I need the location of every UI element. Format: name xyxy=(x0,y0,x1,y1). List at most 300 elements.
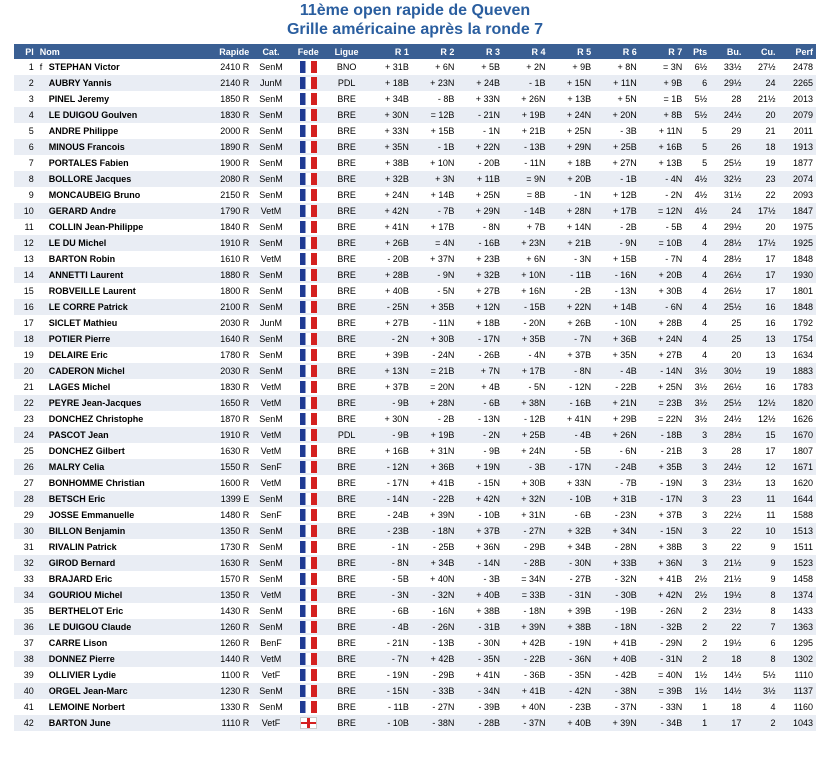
round-5-cell: + 29N xyxy=(549,139,595,155)
league-cell: BRE xyxy=(327,315,366,331)
cumulative-cell: 13 xyxy=(744,475,778,491)
cumulative-cell: 20 xyxy=(744,219,778,235)
round-2-cell: + 30B xyxy=(412,331,458,347)
round-1-cell: - 4B xyxy=(366,619,412,635)
player-name: ANNETTI Laurent xyxy=(48,270,124,280)
round-6-cell: - 37N xyxy=(594,699,640,715)
round-2-cell: - 5N xyxy=(412,283,458,299)
round-3-cell: + 37B xyxy=(457,523,503,539)
round-4-cell: = 33B xyxy=(503,587,549,603)
category-cell: SenM xyxy=(252,123,289,139)
player-name: PINEL Jeremy xyxy=(48,94,110,104)
round-1-cell: - 14N xyxy=(366,491,412,507)
round-5-cell: - 12N xyxy=(549,379,595,395)
federation-cell xyxy=(290,315,327,331)
table-row xyxy=(14,155,816,171)
league-cell: BRE xyxy=(327,251,366,267)
round-2-cell: + 17B xyxy=(412,219,458,235)
category-cell: VetM xyxy=(252,251,289,267)
round-1-cell: - 10B xyxy=(366,715,412,731)
round-1-cell: + 13N xyxy=(366,363,412,379)
league-cell: BRE xyxy=(327,667,366,683)
france-flag-icon xyxy=(300,445,317,457)
table-body xyxy=(14,59,816,731)
round-5-cell: + 9B xyxy=(549,59,595,75)
category-cell: SenM xyxy=(252,219,289,235)
rating-cell: 1650 R xyxy=(192,395,252,411)
league-cell: BRE xyxy=(327,235,366,251)
federation-cell xyxy=(290,235,327,251)
category-cell: SenM xyxy=(252,107,289,123)
league-cell: BRE xyxy=(327,699,366,715)
round-5-cell: + 32B xyxy=(549,523,595,539)
player-name-cell xyxy=(37,187,192,203)
round-2-cell: + 37N xyxy=(412,251,458,267)
rank-cell: 17 xyxy=(14,315,37,331)
player-name-cell xyxy=(37,75,192,91)
league-cell: BRE xyxy=(327,475,366,491)
round-4-cell: - 14B xyxy=(503,203,549,219)
table-row xyxy=(14,331,816,347)
round-2-cell: - 1B xyxy=(412,139,458,155)
league-cell: BRE xyxy=(327,619,366,635)
federation-cell xyxy=(290,539,327,555)
league-cell: BRE xyxy=(327,651,366,667)
category-cell: VetF xyxy=(252,715,289,731)
rank-cell: 13 xyxy=(14,251,37,267)
league-cell: BRE xyxy=(327,123,366,139)
cumulative-cell: 8 xyxy=(744,587,778,603)
round-7-cell: - 34B xyxy=(640,715,686,731)
round-2-cell: + 10N xyxy=(412,155,458,171)
rank-cell: 11 xyxy=(14,219,37,235)
round-6-cell: + 35N xyxy=(594,347,640,363)
rank-cell: 27 xyxy=(14,475,37,491)
round-4-cell: + 24N xyxy=(503,443,549,459)
league-cell: BRE xyxy=(327,411,366,427)
rating-cell: 1910 R xyxy=(192,427,252,443)
round-3-cell: - 17N xyxy=(457,331,503,347)
cumulative-cell: 17 xyxy=(744,443,778,459)
column-header-r-4: R 4 xyxy=(503,44,549,59)
points-cell: 6 xyxy=(685,75,710,91)
round-4-cell: - 18N xyxy=(503,603,549,619)
player-name-cell xyxy=(37,299,192,315)
league-cell: BRE xyxy=(327,299,366,315)
round-7-cell: - 17N xyxy=(640,491,686,507)
rank-cell: 4 xyxy=(14,107,37,123)
round-6-cell: - 32N xyxy=(594,571,640,587)
rating-cell: 1100 R xyxy=(192,667,252,683)
player-name-cell xyxy=(37,203,192,219)
round-6-cell: + 8N xyxy=(594,59,640,75)
federation-cell xyxy=(290,459,327,475)
league-cell: BRE xyxy=(327,379,366,395)
buchholz-cell: 24½ xyxy=(710,459,744,475)
round-7-cell: - 26N xyxy=(640,603,686,619)
player-name-cell xyxy=(37,347,192,363)
round-4-cell: + 21B xyxy=(503,123,549,139)
player-name-cell xyxy=(37,667,192,683)
round-2-cell: + 41B xyxy=(412,475,458,491)
round-1-cell: + 30N xyxy=(366,411,412,427)
category-cell: SenM xyxy=(252,523,289,539)
rank-cell: 15 xyxy=(14,283,37,299)
round-3-cell: - 15N xyxy=(457,475,503,491)
round-6-cell: + 15B xyxy=(594,251,640,267)
cumulative-cell: 5½ xyxy=(744,667,778,683)
round-6-cell: + 25B xyxy=(594,139,640,155)
round-1-cell: + 37B xyxy=(366,379,412,395)
round-6-cell: + 5N xyxy=(594,91,640,107)
buchholz-cell: 28 xyxy=(710,443,744,459)
buchholz-cell: 28 xyxy=(710,91,744,107)
round-3-cell: + 42N xyxy=(457,491,503,507)
round-1-cell: - 24B xyxy=(366,507,412,523)
points-cell: 3 xyxy=(685,459,710,475)
federation-cell xyxy=(290,123,327,139)
league-cell: BRE xyxy=(327,283,366,299)
france-flag-icon xyxy=(300,237,317,249)
cumulative-cell: 7 xyxy=(744,619,778,635)
category-cell: SenM xyxy=(252,683,289,699)
round-3-cell: + 18B xyxy=(457,315,503,331)
rank-cell: 30 xyxy=(14,523,37,539)
france-flag-icon xyxy=(300,285,317,297)
round-4-cell: + 41B xyxy=(503,683,549,699)
france-flag-icon xyxy=(300,493,317,505)
federation-cell xyxy=(290,171,327,187)
round-7-cell: + 24N xyxy=(640,331,686,347)
round-2-cell: + 23N xyxy=(412,75,458,91)
player-name-cell xyxy=(37,379,192,395)
buchholz-cell: 26 xyxy=(710,139,744,155)
player-name-cell xyxy=(37,475,192,491)
france-flag-icon xyxy=(300,317,317,329)
rank-cell: 31 xyxy=(14,539,37,555)
cumulative-cell: 20 xyxy=(744,107,778,123)
buchholz-cell: 14½ xyxy=(710,667,744,683)
rank-cell: 19 xyxy=(14,347,37,363)
round-6-cell: + 41B xyxy=(594,635,640,651)
player-name: GERARD Andre xyxy=(48,206,116,216)
round-6-cell: - 7B xyxy=(594,475,640,491)
player-name: LE DUIGOU Claude xyxy=(48,622,132,632)
round-7-cell: - 6N xyxy=(640,299,686,315)
points-cell: 5½ xyxy=(685,107,710,123)
player-name: CARRE Lison xyxy=(48,638,108,648)
federation-cell xyxy=(290,587,327,603)
category-cell: SenM xyxy=(252,283,289,299)
league-cell: BRE xyxy=(327,507,366,523)
round-3-cell: + 40B xyxy=(457,587,503,603)
rank-cell: 12 xyxy=(14,235,37,251)
player-name: BONHOMME Christian xyxy=(48,478,145,488)
round-6-cell: - 23N xyxy=(594,507,640,523)
cumulative-cell: 15 xyxy=(744,427,778,443)
round-5-cell: - 8N xyxy=(549,363,595,379)
round-1-cell: - 11B xyxy=(366,699,412,715)
round-5-cell: + 14N xyxy=(549,219,595,235)
league-cell: BRE xyxy=(327,555,366,571)
federation-cell xyxy=(290,651,327,667)
round-5-cell: + 28N xyxy=(549,203,595,219)
round-6-cell: + 40B xyxy=(594,651,640,667)
cumulative-cell: 13 xyxy=(744,347,778,363)
points-cell: 3½ xyxy=(685,411,710,427)
rating-cell: 1640 R xyxy=(192,331,252,347)
round-3-cell: + 32B xyxy=(457,267,503,283)
table-row xyxy=(14,347,816,363)
buchholz-cell: 29 xyxy=(710,123,744,139)
league-cell: BRE xyxy=(327,587,366,603)
table-row xyxy=(14,667,816,683)
federation-cell xyxy=(290,395,327,411)
league-cell: BRE xyxy=(327,635,366,651)
round-1-cell: - 21N xyxy=(366,635,412,651)
rating-cell: 1110 R xyxy=(192,715,252,731)
points-cell: 4 xyxy=(685,219,710,235)
points-cell: 2 xyxy=(685,619,710,635)
table-row xyxy=(14,267,816,283)
round-6-cell: + 31B xyxy=(594,491,640,507)
points-cell: 2½ xyxy=(685,571,710,587)
round-7-cell: + 28B xyxy=(640,315,686,331)
category-cell: VetM xyxy=(252,379,289,395)
points-cell: 1½ xyxy=(685,683,710,699)
column-header-perf: Perf xyxy=(779,44,816,59)
performance-cell: 1433 xyxy=(779,603,816,619)
france-flag-icon xyxy=(300,573,317,585)
round-4-cell: + 2N xyxy=(503,59,549,75)
buchholz-cell: 23 xyxy=(710,491,744,507)
league-cell: BRE xyxy=(327,571,366,587)
table-row xyxy=(14,251,816,267)
round-7-cell: - 33N xyxy=(640,699,686,715)
round-2-cell: = 21B xyxy=(412,363,458,379)
france-flag-icon xyxy=(300,173,317,185)
round-1-cell: - 5B xyxy=(366,571,412,587)
france-flag-icon xyxy=(300,637,317,649)
round-4-cell: + 35B xyxy=(503,331,549,347)
round-7-cell: + 25N xyxy=(640,379,686,395)
cumulative-cell: 8 xyxy=(744,603,778,619)
player-title: f xyxy=(39,62,43,72)
round-5-cell: + 40B xyxy=(549,715,595,731)
round-5-cell: - 2B xyxy=(549,283,595,299)
player-name: BRAJARD Eric xyxy=(48,574,113,584)
performance-cell: 1137 xyxy=(779,683,816,699)
federation-cell xyxy=(290,699,327,715)
round-6-cell: - 9N xyxy=(594,235,640,251)
round-4-cell: - 5N xyxy=(503,379,549,395)
round-4-cell: = 34N xyxy=(503,571,549,587)
round-5-cell: - 27B xyxy=(549,571,595,587)
federation-cell xyxy=(290,347,327,363)
buchholz-cell: 32½ xyxy=(710,171,744,187)
round-6-cell: - 2B xyxy=(594,219,640,235)
round-1-cell: - 15N xyxy=(366,683,412,699)
table-row xyxy=(14,555,816,571)
rating-cell: 2150 R xyxy=(192,187,252,203)
player-name-cell xyxy=(37,715,192,731)
rating-cell: 1840 R xyxy=(192,219,252,235)
france-flag-icon xyxy=(300,541,317,553)
round-6-cell: - 28N xyxy=(594,539,640,555)
round-7-cell: = 10B xyxy=(640,235,686,251)
buchholz-cell: 19½ xyxy=(710,635,744,651)
player-name: PASCOT Jean xyxy=(48,430,109,440)
cumulative-cell: 16 xyxy=(744,299,778,315)
points-cell: 4½ xyxy=(685,171,710,187)
federation-cell xyxy=(290,507,327,523)
france-flag-icon xyxy=(300,557,317,569)
table-row xyxy=(14,619,816,635)
rank-cell: 35 xyxy=(14,603,37,619)
federation-cell xyxy=(290,379,327,395)
round-7-cell: - 15N xyxy=(640,523,686,539)
points-cell: 2 xyxy=(685,603,710,619)
league-cell: BRE xyxy=(327,715,366,731)
round-6-cell: - 1B xyxy=(594,171,640,187)
france-flag-icon xyxy=(300,685,317,697)
category-cell: VetM xyxy=(252,475,289,491)
round-4-cell: - 27N xyxy=(503,523,549,539)
performance-cell: 2478 xyxy=(779,59,816,75)
france-flag-icon xyxy=(300,605,317,617)
table-row xyxy=(14,139,816,155)
points-cell: 1 xyxy=(685,699,710,715)
round-3-cell: - 3B xyxy=(457,571,503,587)
rank-cell: 3 xyxy=(14,91,37,107)
round-6-cell: - 4B xyxy=(594,363,640,379)
column-header-r-6: R 6 xyxy=(594,44,640,59)
rating-cell: 2080 R xyxy=(192,171,252,187)
performance-cell: 1820 xyxy=(779,395,816,411)
round-5-cell: - 31N xyxy=(549,587,595,603)
federation-cell xyxy=(290,283,327,299)
performance-cell: 1511 xyxy=(779,539,816,555)
round-3-cell: + 23B xyxy=(457,251,503,267)
round-1-cell: - 23B xyxy=(366,523,412,539)
round-6-cell: + 26N xyxy=(594,427,640,443)
player-name: JOSSE Emmanuelle xyxy=(48,510,135,520)
round-5-cell: + 38B xyxy=(549,619,595,635)
round-5-cell: + 39B xyxy=(549,603,595,619)
player-name-cell xyxy=(37,619,192,635)
round-3-cell: - 30N xyxy=(457,635,503,651)
round-1-cell: - 2N xyxy=(366,331,412,347)
federation-cell xyxy=(290,267,327,283)
round-4-cell: - 12B xyxy=(503,411,549,427)
round-2-cell: - 13B xyxy=(412,635,458,651)
round-5-cell: + 20B xyxy=(549,171,595,187)
round-7-cell: = 12N xyxy=(640,203,686,219)
france-flag-icon xyxy=(300,381,317,393)
round-3-cell: - 21N xyxy=(457,107,503,123)
france-flag-icon xyxy=(300,669,317,681)
rank-cell: 5 xyxy=(14,123,37,139)
round-6-cell: - 19B xyxy=(594,603,640,619)
table-row xyxy=(14,683,816,699)
france-flag-icon xyxy=(300,397,317,409)
player-name: ANDRE Philippe xyxy=(48,126,119,136)
round-7-cell: - 32B xyxy=(640,619,686,635)
round-1-cell: + 35N xyxy=(366,139,412,155)
table-row xyxy=(14,603,816,619)
table-row xyxy=(14,315,816,331)
round-6-cell: + 12B xyxy=(594,187,640,203)
performance-cell: 1626 xyxy=(779,411,816,427)
league-cell: BRE xyxy=(327,219,366,235)
player-name-cell xyxy=(37,523,192,539)
player-name-cell xyxy=(37,235,192,251)
player-name: GIROD Bernard xyxy=(48,558,116,568)
column-header-cat: Cat. xyxy=(252,44,289,59)
round-7-cell: + 37B xyxy=(640,507,686,523)
performance-cell: 1513 xyxy=(779,523,816,539)
rank-cell: 40 xyxy=(14,683,37,699)
round-6-cell: - 38N xyxy=(594,683,640,699)
rank-cell: 21 xyxy=(14,379,37,395)
round-3-cell: - 20B xyxy=(457,155,503,171)
league-cell: BRE xyxy=(327,187,366,203)
round-7-cell: + 27B xyxy=(640,347,686,363)
performance-cell: 1363 xyxy=(779,619,816,635)
france-flag-icon xyxy=(300,333,317,345)
performance-cell: 1670 xyxy=(779,427,816,443)
france-flag-icon xyxy=(300,301,317,313)
round-7-cell: + 41B xyxy=(640,571,686,587)
round-5-cell: - 19N xyxy=(549,635,595,651)
column-header-rapide: Rapide xyxy=(192,44,252,59)
round-1-cell: - 3N xyxy=(366,587,412,603)
rank-cell: 29 xyxy=(14,507,37,523)
table-row xyxy=(14,91,816,107)
table-row xyxy=(14,507,816,523)
player-name-cell xyxy=(37,155,192,171)
table-row xyxy=(14,235,816,251)
round-4-cell: + 17B xyxy=(503,363,549,379)
points-cell: 3 xyxy=(685,475,710,491)
france-flag-icon xyxy=(300,93,317,105)
round-2-cell: + 40N xyxy=(412,571,458,587)
round-5-cell: - 23B xyxy=(549,699,595,715)
player-name-cell xyxy=(37,699,192,715)
buchholz-cell: 24½ xyxy=(710,107,744,123)
table-row xyxy=(14,443,816,459)
performance-cell: 1295 xyxy=(779,635,816,651)
league-cell: PDL xyxy=(327,427,366,443)
buchholz-cell: 19½ xyxy=(710,587,744,603)
category-cell: SenM xyxy=(252,331,289,347)
table-row xyxy=(14,475,816,491)
federation-cell xyxy=(290,523,327,539)
league-cell: BRE xyxy=(327,347,366,363)
cumulative-cell: 17 xyxy=(744,251,778,267)
federation-cell xyxy=(290,555,327,571)
round-6-cell: + 34N xyxy=(594,523,640,539)
round-2-cell: - 16N xyxy=(412,603,458,619)
buchholz-cell: 21½ xyxy=(710,555,744,571)
round-2-cell: + 42B xyxy=(412,651,458,667)
round-2-cell: + 19B xyxy=(412,427,458,443)
player-name: BOLLORE Jacques xyxy=(48,174,132,184)
buchholz-cell: 22 xyxy=(710,523,744,539)
round-7-cell: - 31N xyxy=(640,651,686,667)
round-5-cell: - 10B xyxy=(549,491,595,507)
rating-cell: 1330 R xyxy=(192,699,252,715)
